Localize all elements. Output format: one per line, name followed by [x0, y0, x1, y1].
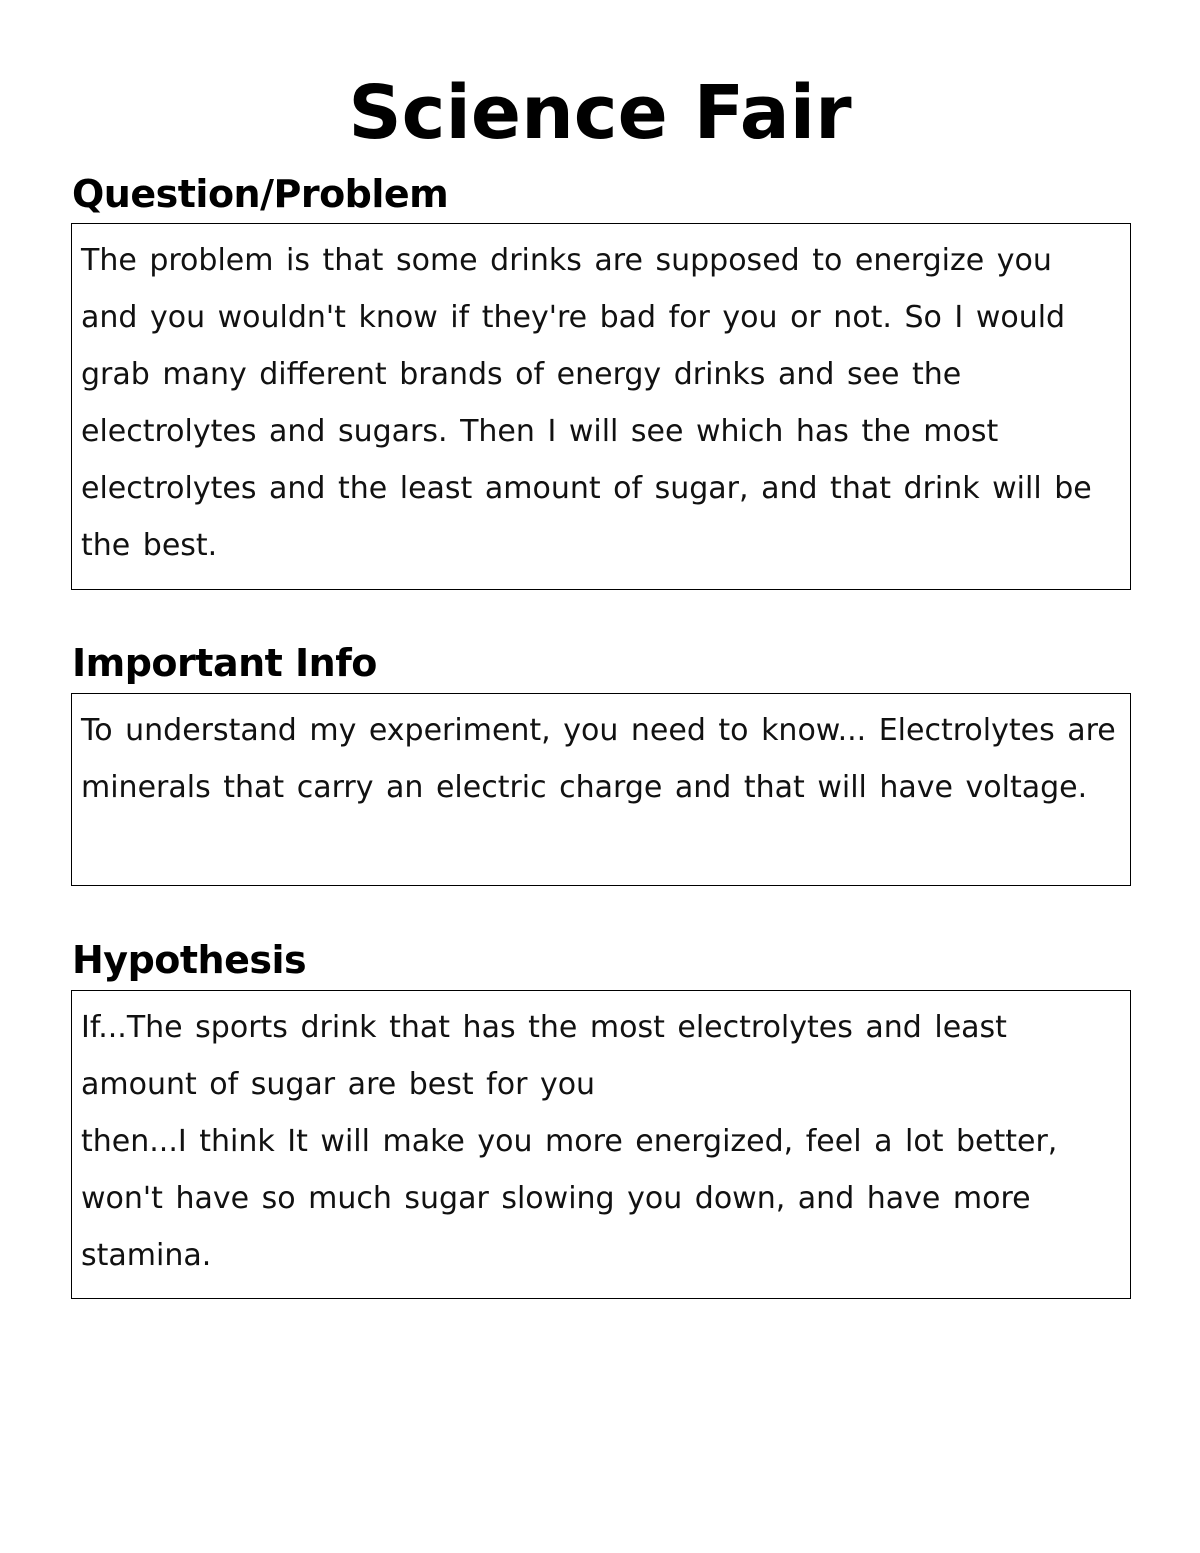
important-info-box — [71, 693, 1131, 886]
hypothesis-box — [71, 990, 1131, 1299]
question-problem-heading: Question/Problem — [72, 172, 449, 216]
page-title: Science Fair — [348, 70, 852, 156]
question-problem-box — [71, 223, 1131, 590]
hypothesis-then-text: then...I think It will make you more energized, feel a lot better, won't have so much sugar slowing you down, and have more stamina. — [81, 1124, 1058, 1273]
important-info-heading: Important Info — [72, 641, 377, 685]
important-info-text: To understand my experiment, you need to know... Electrolytes are minerals that carry an electric charge and that will have voltage. — [81, 713, 1116, 805]
hypothesis-heading: Hypothesis — [72, 938, 307, 982]
question-problem-text: The problem is that some drinks are supposed to energize you and you wouldn't know if they're bad for you or not. So I would grab many different brands of energy drinks and see the electrolytes and sugars. Then I will see which has the most electrolytes and the least amount of sugar, and that drink will be the best. — [81, 243, 1092, 563]
hypothesis-if-text: If...The sports drink that has the most electrolytes and least amount of sugar are best for you — [81, 1010, 1007, 1102]
